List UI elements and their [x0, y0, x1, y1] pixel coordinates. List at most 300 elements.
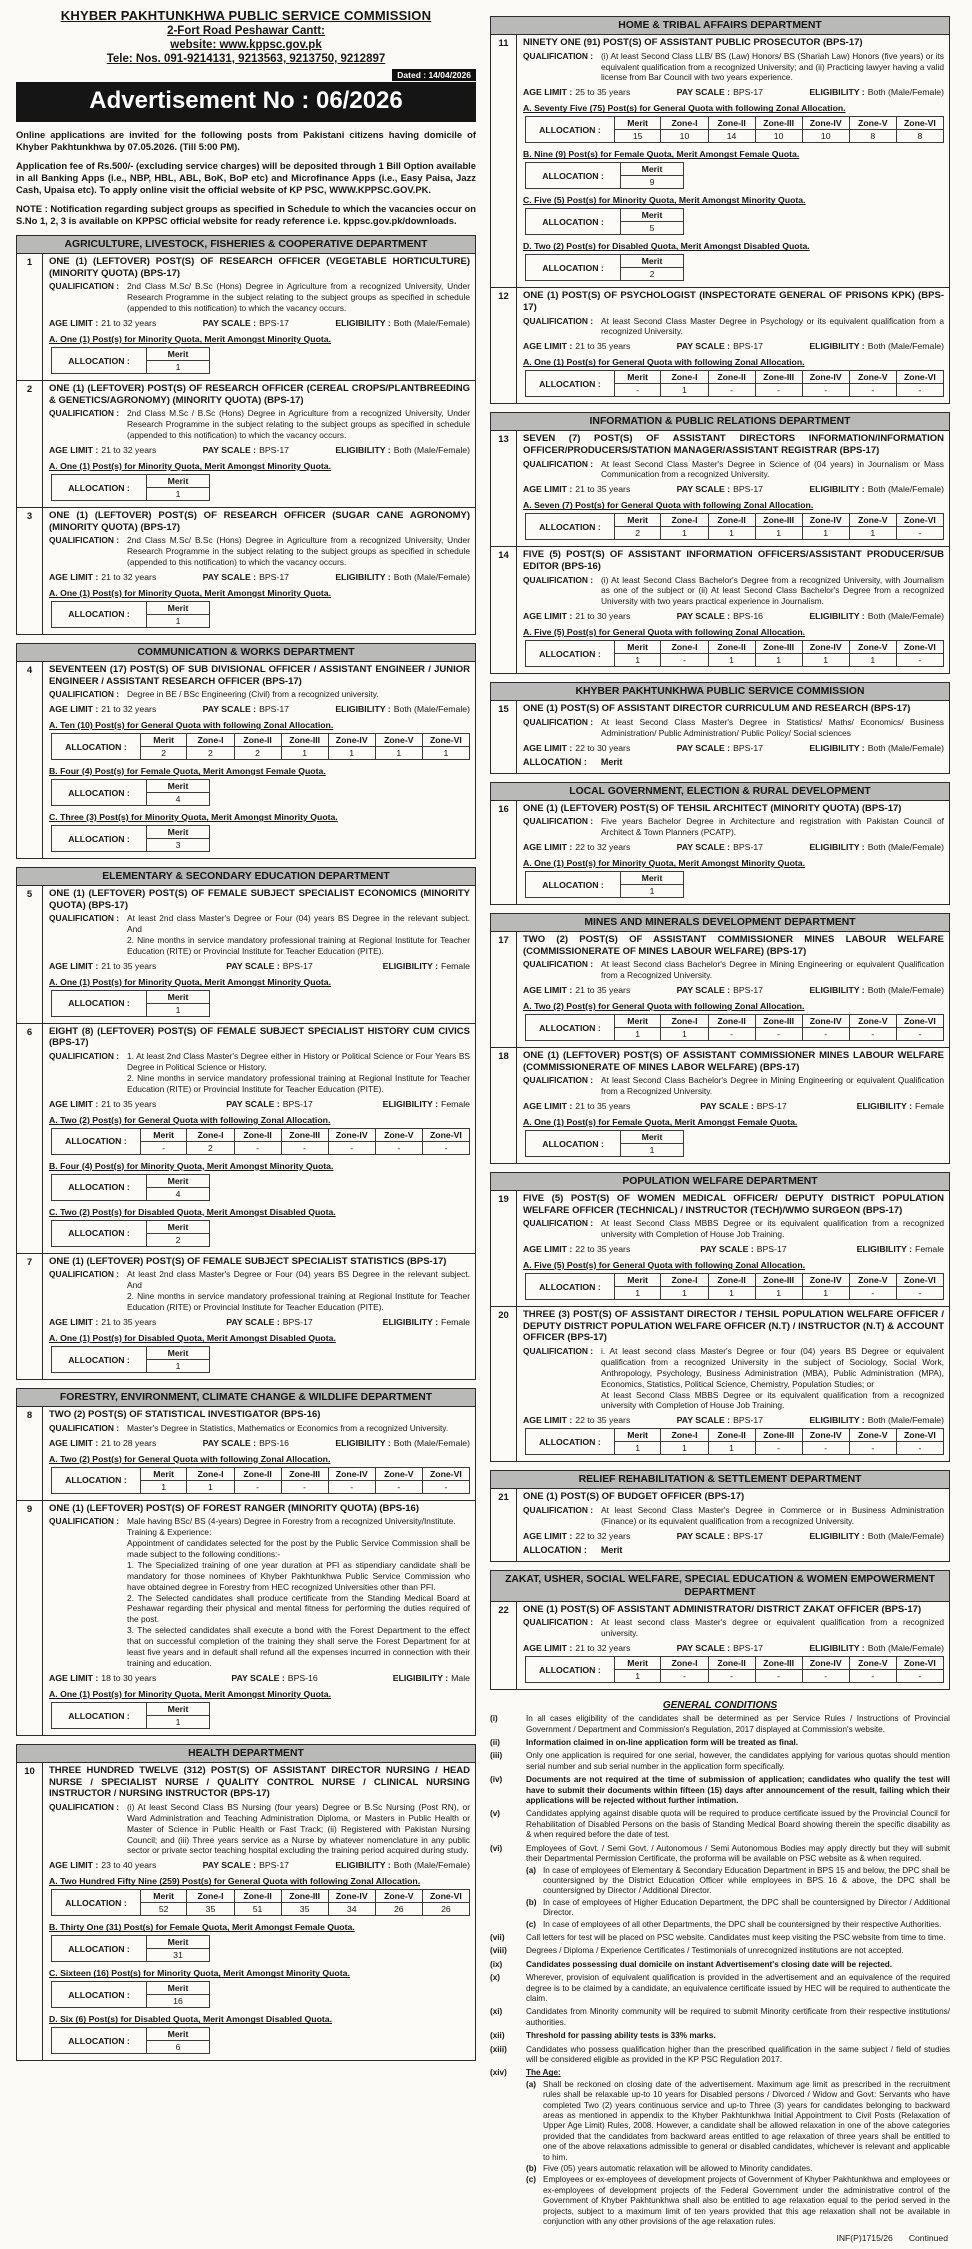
post-body — [517, 1602, 949, 1689]
allocation-column-header: Zone-IV — [802, 117, 849, 130]
allocation-column-header: Zone-I — [661, 1274, 708, 1287]
allocation-column-header: Zone-I — [661, 1015, 708, 1028]
eligibility — [857, 1101, 944, 1111]
general-condition-body — [526, 2007, 950, 2028]
allocation-value: 1 — [147, 361, 210, 374]
pay-scale-value: BPS-17 — [756, 1244, 787, 1255]
pay-scale-value: BPS-17 — [733, 87, 764, 98]
pay-scale — [677, 87, 763, 97]
allocation-column-header: Merit — [147, 475, 210, 488]
eligibility — [335, 572, 470, 582]
post-number: 13 — [491, 431, 517, 546]
age-limit-value: 22 to 32 years — [575, 842, 631, 853]
allocation-value: 10 — [802, 130, 849, 143]
allocation-label: ALLOCATION : — [526, 1429, 615, 1455]
qualification-paragraph: Male having BSc/ BS (4-years) Degree in Forestry from a recognized University/Institute. — [127, 1516, 456, 1527]
post-title: TWO (2) POST(S) OF ASSISTANT COMMISSIONER MINES LABOUR WELFARE (COMMISSIONERATE OF MINES LABOUR WELFARE) (BPS-17) — [523, 934, 944, 957]
post-row — [17, 380, 475, 507]
allocation-value: 1 — [614, 654, 661, 667]
qualification-label: QUALIFICATION : — [49, 408, 120, 419]
allocation-value: - — [375, 1480, 422, 1493]
post-body — [517, 288, 949, 403]
general-condition-text: Only one application is required for one serial, however, the candidates applying for various quotas should mention serial number and sub serial number in the application form specifically. — [526, 1751, 950, 1771]
eligibility-label: ELIGIBILITY : — [335, 571, 391, 582]
allocation-value: 2 — [187, 747, 234, 760]
allocation-value: 1 — [614, 1028, 661, 1041]
allocation-value: 2 — [621, 268, 684, 281]
age-limit-label: AGE LIMIT : — [523, 87, 573, 98]
general-condition-text: Candidates possessing dual domicile on instant Advertisement's closing date will be rejected. — [526, 1959, 893, 1969]
post-row — [491, 701, 949, 772]
age-limit-value: 21 to 30 years — [575, 611, 631, 622]
allocation-column-header: Zone-I — [661, 117, 708, 130]
qualification-paragraph: 3. The selected candidates shall execute a bond with the Forest Department to the effect that on successful completion of the training they shall serve the Forest Department for at least five years and in default shall refund all the expenses incurred in connection with their training and education. — [127, 1625, 470, 1669]
age-limit — [49, 1438, 156, 1448]
post-number: 15 — [491, 701, 517, 772]
eligibility-label: ELIGIBILITY : — [809, 484, 865, 495]
general-condition-body — [526, 1946, 950, 1956]
pay-scale — [700, 1101, 786, 1111]
allocation-table — [525, 254, 684, 281]
allocation-value: - — [849, 384, 896, 397]
post-title: FIVE (5) POST(S) OF WOMEN MEDICAL OFFICER/ DEPUTY DISTRICT POPULATION WELFARE OFFICER (TECHNICAL) / INSTRUCTOR (TECH)/WMO SURGEON (BPS-17) — [523, 1193, 944, 1216]
post-number: 9 — [17, 1501, 43, 1735]
post-number: 8 — [17, 1407, 43, 1500]
general-condition-item — [490, 1738, 950, 1748]
allocation-value: 10 — [755, 130, 802, 143]
section-header: FORESTRY, ENVIRONMENT, CLIMATE CHANGE & WILDLIFE DEPARTMENT — [17, 1389, 475, 1407]
allocation-value: 8 — [896, 130, 943, 143]
age-limit — [49, 572, 156, 582]
qualification-row — [523, 51, 944, 84]
age-limit-value: 21 to 35 years — [101, 1317, 157, 1328]
allocation-value: - — [708, 384, 755, 397]
qualification-paragraph: At least 2nd class Master's Degree or Four (04) years BS Degree in the relevant subject. And — [127, 913, 470, 935]
eligibility-value: Both (Male/Female) — [867, 87, 944, 98]
qualification-paragraph: 2. The Selected candidates shall produce certificate from the Standing Medical Board at Peshawar regarding their physical and mental fitness for performing the duties required of the post. — [127, 1592, 470, 1625]
age-limit-label: AGE LIMIT : — [49, 1437, 99, 1448]
qualification-paragraph: At least second class Master's degree or equivalent qualification from a recognized university. — [601, 1617, 944, 1639]
pay-scale-label: PAY SCALE : — [700, 1244, 754, 1255]
allocation-column-header: Zone-VI — [896, 371, 943, 384]
pay-scale-label: PAY SCALE : — [202, 1860, 257, 1871]
qualification-text — [127, 408, 470, 441]
allocation-column-header: Zone-V — [375, 734, 422, 747]
general-condition-item — [490, 1946, 950, 1956]
allocation-label: ALLOCATION : — [526, 1657, 615, 1683]
pay-scale-value: BPS-17 — [259, 318, 290, 329]
post-row — [17, 662, 475, 858]
post-row — [17, 254, 475, 380]
age-limit-value: 21 to 35 years — [101, 960, 157, 971]
subitem-text: In case of employees of Higher Education Department, the DPC shall be countersigned by Director / Additional Director. — [543, 1897, 950, 1918]
eligibility — [809, 484, 944, 494]
allocation-table — [525, 162, 684, 189]
allocation-table — [51, 733, 470, 760]
age-limit — [523, 842, 630, 852]
quota-heading: A. One (1) Post(s) for Minority Quota, Merit Amongst Minority Quota. — [49, 976, 332, 987]
masthead — [16, 8, 476, 65]
pay-scale-label: PAY SCALE : — [676, 87, 731, 98]
post-row — [491, 1047, 949, 1163]
allocation-column-header: Zone-III — [281, 734, 328, 747]
allocation-value: - — [661, 654, 708, 667]
post-row — [491, 287, 949, 403]
pay-scale-value: BPS-17 — [733, 1530, 764, 1541]
age-limit-label: AGE LIMIT : — [523, 1643, 573, 1654]
post-row — [17, 507, 475, 634]
quota-heading: C. Two (2) Post(s) for Disabled Quota, Merit Amongst Disabled Quota. — [49, 1206, 336, 1217]
allocation-column-header: Zone-VI — [422, 1128, 469, 1141]
post-row — [17, 1500, 475, 1735]
allocation-column-header: Zone-II — [234, 734, 281, 747]
post-number: 21 — [491, 1489, 517, 1560]
allocation-value: - — [281, 1141, 328, 1154]
general-conditions — [490, 1700, 950, 2227]
pay-scale — [203, 445, 289, 455]
allocation-value: 1 — [661, 1287, 708, 1300]
quota-heading: A. Seven (7) Post(s) for General Quota with following Zonal Allocation. — [523, 500, 814, 511]
post-number: 12 — [491, 288, 517, 403]
qualification-paragraph: At least Second Class Master Degree in Psychology or its equivalent qualification from a recognized University. — [601, 315, 944, 337]
allocation-label: ALLOCATION : — [526, 255, 621, 281]
general-condition-subitem — [526, 2164, 950, 2174]
allocation-value: - — [708, 1670, 755, 1683]
general-conditions-title: GENERAL CONDITIONS — [662, 1700, 778, 1712]
allocation-column-header: Zone-IV — [802, 1657, 849, 1670]
general-condition-number: (xiii) — [490, 2044, 507, 2054]
pay-scale-label: PAY SCALE : — [202, 704, 257, 715]
eligibility — [809, 611, 944, 621]
quota-heading: B. Nine (9) Post(s) for Female Quota, Merit Amongst Female Quota. — [523, 149, 800, 160]
continued-label: Continued — [908, 2232, 948, 2243]
allocation-value: 26 — [422, 1903, 469, 1916]
age-limit-label: AGE LIMIT : — [523, 1244, 573, 1255]
pay-scale-label: PAY SCALE : — [676, 611, 731, 622]
qualification-text — [127, 913, 470, 957]
post-row — [491, 431, 949, 546]
allocation-table — [525, 370, 944, 397]
post-title: NINETY ONE (91) POST(S) OF ASSISTANT PUBLIC PROSECUTOR (BPS-17) — [523, 37, 863, 48]
section-header: COMMUNICATION & WORKS DEPARTMENT — [17, 644, 475, 662]
pay-scale — [203, 572, 289, 582]
general-condition-number: (v) — [490, 1809, 501, 1819]
post-title: THREE (3) POST(S) OF ASSISTANT DIRECTOR / TEHSIL POPULATION WELFARE OFFICER / DEPUTY DISTRICT POPULATION WELFARE OFFICER (N.T) / INSTRUCTOR (N.T) & ACCOUNT OFFICER (BPS-17) — [523, 1309, 944, 1344]
allocation-column-header: Zone-IV — [802, 1015, 849, 1028]
post-number: 22 — [491, 1602, 517, 1689]
qualification-row — [49, 689, 470, 700]
section-header: LOCAL GOVERNMENT, ELECTION & RURAL DEVELOPMENT — [491, 783, 949, 801]
allocation-column-header: Merit — [614, 641, 661, 654]
intro-paragraph: Application fee of Rs.500/- (excluding service charges) will be deposited through 1 Bill Option available in all Banking Apps (i.e., NBP, HBL, ABL, BoK, BoP etc) and Microfinance Apps (i.e., Easy Paisa, Jazz Cash, Upaisa etc). To apply online visit the official website of KP PSC, WWW.KPPSC.GOV.PK. — [16, 160, 476, 196]
pay-scale — [677, 341, 763, 351]
allocation-column-header: Zone-V — [375, 1467, 422, 1480]
age-limit-value: 21 to 35 years — [575, 1101, 631, 1112]
section-header: KHYBER PAKHTUNKHWA PUBLIC SERVICE COMMISSION — [491, 683, 949, 701]
age-limit-value: 21 to 32 years — [101, 318, 157, 329]
quota-heading: A. One (1) Post(s) for Female Quota, Merit Amongst Female Quota. — [523, 1117, 798, 1128]
footer-line — [490, 2233, 950, 2243]
pay-scale — [677, 484, 763, 494]
allocation-value: 1 — [708, 527, 755, 540]
pay-scale-value: BPS-17 — [282, 1098, 313, 1109]
eligibility — [383, 1317, 470, 1327]
eligibility — [383, 961, 470, 971]
post-number: 20 — [491, 1307, 517, 1461]
qualification-paragraph: 2. Nine months in service mandatory professional training at Regional Institute for Teacher Education (RITE) or Provincial Institute for Teacher Education (PITE). — [127, 1072, 470, 1094]
allocation-value: 1 — [849, 654, 896, 667]
allocation-column-header: Merit — [621, 163, 684, 176]
qualification-text — [127, 689, 470, 700]
allocation-value: 1 — [614, 1442, 661, 1455]
allocation-label: ALLOCATION : — [52, 990, 147, 1016]
eligibility-label: ELIGIBILITY : — [382, 960, 439, 971]
allocation-column-header: Zone-III — [755, 117, 802, 130]
allocation-table — [51, 1174, 210, 1201]
eligibility-value: Both (Male/Female) — [867, 985, 944, 996]
pay-scale — [677, 985, 763, 995]
organization-address: 2-Fort Road Peshawar Cantt: — [167, 25, 325, 37]
general-condition-body — [526, 2068, 950, 2227]
allocation-column-header: Zone-I — [187, 1890, 234, 1903]
allocation-column-header: Zone-IV — [802, 514, 849, 527]
allocation-value: 1 — [147, 1003, 210, 1016]
allocation-column-header: Merit — [140, 1467, 187, 1480]
post-body — [43, 1024, 475, 1253]
qualification-text — [601, 459, 944, 481]
quota-heading: B. Four (4) Post(s) for Minority Quota, Merit Amongst Minority Quota. — [49, 1160, 334, 1171]
qualification-label: QUALIFICATION : — [523, 458, 594, 469]
age-limit-value: 21 to 35 years — [575, 985, 631, 996]
eligibility-label: ELIGIBILITY : — [809, 341, 865, 352]
post-meta — [49, 1099, 470, 1109]
general-condition-item — [490, 2031, 950, 2041]
pay-scale-value: BPS-17 — [259, 445, 290, 456]
pay-scale-value: BPS-16 — [259, 1437, 290, 1448]
eligibility-value: Both (Male/Female) — [867, 1643, 944, 1654]
pay-scale — [226, 961, 312, 971]
allocation-value: - — [896, 1028, 943, 1041]
allocation-column-header: Zone-VI — [422, 734, 469, 747]
qualification-row — [523, 959, 944, 981]
allocation-value: 35 — [187, 1903, 234, 1916]
eligibility-label: ELIGIBILITY : — [856, 1244, 913, 1255]
post-meta — [49, 572, 470, 582]
allocation-value: 1 — [621, 1144, 684, 1157]
general-condition-body — [526, 1844, 950, 1930]
allocation-column-header: Merit — [147, 1982, 210, 1995]
qualification-paragraph: (i) At least Second Class BS Nursing (four years) Degree or B.Sc Nursing (Post RN), or Ward Administration and Teaching Administration Diploma, or Masters in Public Health or Master of Science in Public Health or Fast Track; (ii) Registered with Pakistan Nursing Council; and (iii) Three years service as a Nurse by whatever nomenclature in any public sector or private sector teaching hospital excluding the training period acquired during study. — [127, 1801, 470, 1856]
general-condition-body — [526, 1738, 950, 1748]
allocation-column-header: Zone-V — [849, 1657, 896, 1670]
eligibility — [809, 743, 944, 753]
allocation-value: - — [802, 384, 849, 397]
quota-heading: A. Two (2) Post(s) for General Quota with following Zonal Allocation. — [523, 1001, 805, 1012]
post-title: ONE (1) (LEFTOVER) POST(S) OF ASSISTANT COMMISSIONER MINES LABOUR WELFARE (COMMISSIONERATE OF MINES LABOR WELFARE) (BPS-17) — [523, 1050, 944, 1073]
general-condition-body — [526, 2045, 950, 2066]
organization-name: KHYBER PAKHTUNKHWA PUBLIC SERVICE COMMISSION — [60, 8, 432, 23]
post-title: ONE (1) (LEFTOVER) POST(S) OF FEMALE SUBJECT SPECIALIST ECONOMICS (MINORITY QUOTA) (BPS-17) — [49, 888, 470, 911]
general-condition-body — [526, 1775, 950, 1806]
age-limit — [523, 484, 630, 494]
eligibility-label: ELIGIBILITY : — [809, 985, 865, 996]
subitem-text: In case of employees of all other Departments, the DPC shall be countersigned by their respective Authorities. — [543, 1919, 942, 1929]
allocation-table — [51, 1220, 210, 1247]
allocation-value: 1 — [661, 1442, 708, 1455]
pay-scale — [203, 1860, 289, 1870]
general-condition-subitem — [526, 2175, 950, 2227]
allocation-value: 1 — [755, 1287, 802, 1300]
post-meta — [523, 1415, 944, 1425]
qualification-row — [49, 1516, 470, 1669]
age-limit-label: AGE LIMIT : — [523, 1530, 573, 1541]
allocation-value: - — [849, 1442, 896, 1455]
eligibility-value: Both (Male/Female) — [393, 445, 470, 456]
eligibility-value: Both (Male/Female) — [867, 611, 944, 622]
allocation-column-header: Zone-III — [755, 1429, 802, 1442]
allocation-column-header: Zone-I — [187, 1128, 234, 1141]
age-limit — [523, 1244, 630, 1254]
qualification-paragraph: 1. At least 2nd Class Master's Degree either in History or Political Science or Four Years BS Degree in Political Science or History. — [127, 1051, 470, 1072]
qualification-row — [49, 1423, 470, 1434]
post-body — [43, 662, 475, 858]
qualification-row — [523, 1346, 944, 1412]
allocation-label: ALLOCATION : — [52, 1982, 147, 2008]
allocation-column-header: Zone-I — [661, 1657, 708, 1670]
allocation-value: 1 — [328, 747, 375, 760]
allocation-table — [51, 601, 210, 628]
allocation-column-header: Merit — [621, 209, 684, 222]
post-number: 11 — [491, 35, 517, 287]
general-condition-item — [490, 1844, 950, 1930]
post-title: EIGHT (8) (LEFTOVER) POST(S) OF FEMALE SUBJECT SPECIALIST HISTORY CUM CIVICS (BPS-17) — [49, 1025, 470, 1049]
qualification-paragraph: 2nd Class M.Sc/ B.Sc (Hons) Degree in Agriculture from a recognized University, Under Research Programme in the subject relating to the subject groups as specified in schedule (appended to this notification) to which the vacancy occurs. — [127, 535, 470, 568]
allocation-column-header: Zone-III — [281, 1890, 328, 1903]
allocation-value: 1 — [849, 527, 896, 540]
post-body — [43, 508, 475, 634]
allocation-column-header: Merit — [147, 2028, 210, 2041]
qualification-label: QUALIFICATION : — [49, 1801, 120, 1812]
allocation-value: 2 — [614, 527, 661, 540]
allocation-column-header: Merit — [147, 601, 210, 614]
subitem-number: (c) — [526, 1919, 537, 1929]
general-condition-text: Candidates applying against disable quota will be required to produce certificate issued by the Provincial Council for Rehabilitation of Disabled Persons on the basis of Standing Medical Board showing therein the specific disability as & when required before the date of test. — [526, 1809, 950, 1840]
qualification-label: QUALIFICATION : — [523, 1504, 594, 1515]
age-limit-label: AGE LIMIT : — [49, 571, 99, 582]
eligibility — [809, 1531, 944, 1541]
qualification-paragraph: 2nd Class M.Sc/ B.Sc (Hons) Degree in Agriculture from a recognized University, Under Research Programme in the subject relating to the subject groups as specified in schedule (appended to this notification) to which the vacancy occurs. — [127, 281, 470, 314]
allocation-label: ALLOCATION : — [526, 371, 615, 397]
allocation-value: Merit — [600, 756, 623, 767]
allocation-value: 1 — [708, 1442, 755, 1455]
age-limit — [523, 87, 630, 97]
department-section — [490, 1172, 950, 1462]
general-condition-subitem — [526, 1920, 950, 1930]
allocation-column-header: Zone-VI — [422, 1890, 469, 1903]
qualification-label: QUALIFICATION : — [49, 535, 120, 546]
eligibility — [809, 87, 944, 97]
allocation-column-header: Merit — [621, 255, 684, 268]
qualification-text — [601, 1218, 944, 1240]
eligibility-value: Both (Male/Female) — [867, 1415, 944, 1426]
allocation-column-header: Zone-VI — [896, 117, 943, 130]
allocation-value: 16 — [147, 1995, 210, 2008]
general-condition-item — [490, 1973, 950, 2004]
qualification-text — [601, 816, 944, 838]
post-number: 4 — [17, 662, 43, 858]
allocation-value: - — [755, 1442, 802, 1455]
eligibility-label: ELIGIBILITY : — [856, 1101, 913, 1112]
post-title: ONE (1) (LEFTOVER) POST(S) OF FEMALE SUBJECT SPECIALIST STATISTICS (BPS-17) — [49, 1255, 447, 1267]
post-title: ONE (1) POST(S) OF ASSISTANT DIRECTOR CURRICULUM AND RESEARCH (BPS-17) — [523, 703, 911, 715]
age-limit-value: 21 to 35 years — [575, 341, 631, 352]
allocation-column-header: Zone-I — [187, 734, 234, 747]
allocation-value: - — [755, 1670, 802, 1683]
pay-scale-label: PAY SCALE : — [676, 1415, 731, 1426]
quota-heading: A. One (1) Post(s) for Disabled Quota, Merit Amongst Disabled Quota. — [49, 1333, 336, 1344]
post-number: 3 — [17, 508, 43, 634]
eligibility — [335, 318, 470, 328]
post-row — [491, 1191, 949, 1306]
allocation-table — [525, 640, 944, 667]
department-section — [490, 412, 950, 674]
eligibility-label: ELIGIBILITY : — [335, 445, 391, 456]
allocation-label: ALLOCATION : — [52, 1347, 147, 1373]
allocation-value: 2 — [147, 1233, 210, 1246]
general-condition-body — [526, 1714, 950, 1735]
department-section — [16, 643, 476, 859]
subitem-number: (a) — [526, 2079, 537, 2089]
eligibility-label: ELIGIBILITY : — [335, 1860, 391, 1871]
allocation-value: 1 — [422, 747, 469, 760]
general-condition-text: Information claimed in on-line application form will be treated as final. — [526, 1738, 799, 1748]
general-condition-number: (viii) — [490, 1946, 507, 1956]
eligibility-value: Both (Male/Female) — [393, 1860, 470, 1871]
post-body — [43, 381, 475, 507]
eligibility — [335, 704, 470, 714]
general-condition-text: Employees of Govt. / Semi Govt. / Autonomous / Semi Autonomous Bodies may apply directly but they will submit their Departmental Permission Certificate, the proforma will be available on PSC website as & when required. — [526, 1843, 950, 1864]
allocation-value: 4 — [147, 1187, 210, 1200]
allocation-value: - — [849, 1028, 896, 1041]
post-row — [17, 1763, 475, 2060]
allocation-value: 1 — [147, 1716, 210, 1729]
allocation-value: - — [234, 1141, 281, 1154]
allocation-column-header: Zone-II — [708, 1274, 755, 1287]
eligibility-label: ELIGIBILITY : — [335, 704, 391, 715]
post-number: 18 — [491, 1048, 517, 1163]
allocation-table — [51, 2027, 210, 2054]
eligibility-value: Female — [441, 960, 470, 971]
eligibility-value: Female — [441, 1098, 470, 1109]
allocation-column-header: Zone-VI — [896, 641, 943, 654]
allocation-column-header: Merit — [147, 990, 210, 1003]
subitem-text: In case of employees of Elementary & Secondary Education Department in BPS 15 and below, the DPC shall be countersigned by the District Education Officer while employees in BPS 16 & above, the DPC shall be countersigned by Director / Additional Director. — [543, 1865, 950, 1896]
qualification-label: QUALIFICATION : — [49, 1516, 120, 1527]
allocation-value: - — [755, 1028, 802, 1041]
post-title: ONE (1) (LEFTOVER) POST(S) OF TEHSIL ARCHITECT (MINORITY QUOTA) (BPS-17) — [523, 802, 902, 814]
age-limit — [49, 1860, 156, 1870]
allocation-column-header: Zone-VI — [896, 1657, 943, 1670]
qualification-paragraph: 2nd Class M.Sc / B.Sc (Hons) Degree in Agriculture from a recognized University, Under Research Programme in the subject relating to the subject groups as specified in schedule (appended to this notification) to which the vacancy occurs. — [127, 408, 470, 441]
post-body — [517, 1307, 949, 1461]
allocation-column-header: Zone-VI — [896, 514, 943, 527]
allocation-value: - — [422, 1480, 469, 1493]
age-limit — [523, 1101, 630, 1111]
pay-scale — [677, 611, 763, 621]
section-header: AGRICULTURE, LIVESTOCK, FISHERIES & COOPERATIVE DEPARTMENT — [17, 236, 475, 254]
post-body — [43, 1254, 475, 1379]
qualification-label: QUALIFICATION : — [523, 816, 594, 827]
